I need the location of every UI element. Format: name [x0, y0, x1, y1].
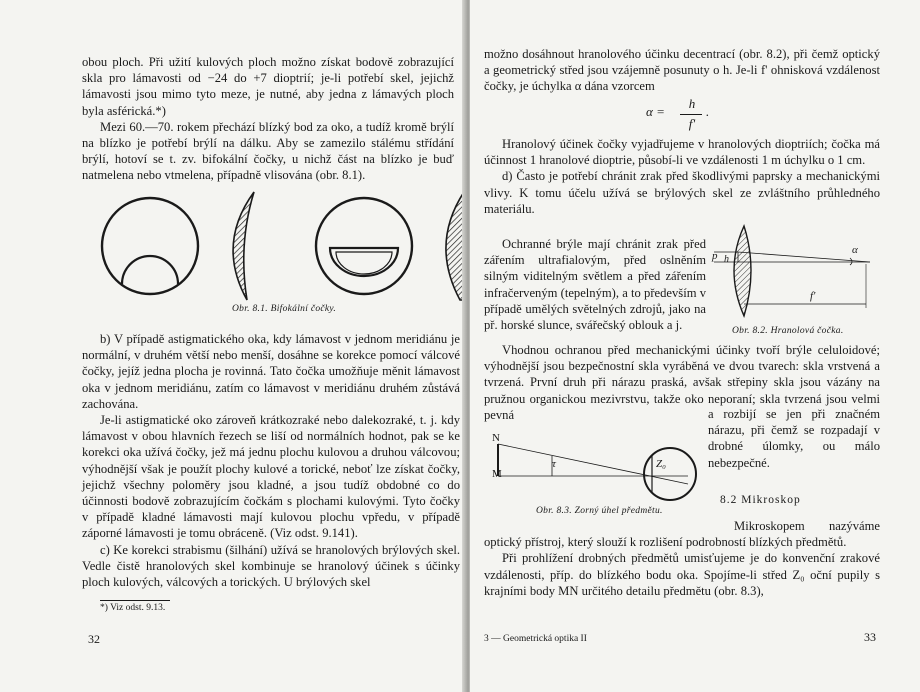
- refracted-ray: [738, 252, 870, 262]
- figure-8-3-caption: Obr. 8.3. Zorný úhel předmětu.: [536, 506, 663, 516]
- left-paragraph-5: c) Ke korekci strabismu (šilhání) užívá se hranolových brýlových skel. Vedle čistě hranolových skel kombinuje se hranolový účinek s účinky ploch kulových, válcových a torických. U brýlových skel: [82, 542, 460, 590]
- right-text-end: [484, 518, 880, 599]
- page-number-left: 32: [88, 632, 100, 646]
- left-paragraph-3: b) V případě astigmatického oka, kdy lámavost v jednom meridiánu je normální, v druhém větší nebo menší, dosáhne se korekce pomocí válcové čočky, jejíž jedna plocha je rovinná. Tato čočka umožňuje měnit lámavost oka v jednom meridiánu, zatím co lámavost v meridiánu druhém zůstává zachována.: [82, 332, 460, 411]
- right-paragraph-4: Ochranné brýle mají chránit zrak před zářením ultrafialovým, před oslněním silným viditelným světlem a před zářením infračerveným (tepelným), a to především v případě umělých světelných zdrojů, jako na př. horské slunce, svářečský oblouk a j.: [484, 237, 706, 333]
- fig2-label-f: f': [810, 290, 816, 302]
- section-heading-microscope: 8.2 Mikroskop: [720, 494, 801, 506]
- right-paragraph-8: Při prohlížení drobných předmětů umisťujeme je do konvenční zrakové vzdálenosti, příp. do blízkého bodu oka. Spojíme-li střed Z₀ oční pupily s krajními body MN určitého detailu předmětu (obr. 8.3),: [484, 551, 880, 598]
- right-paragraph-7: Mikroskopem nazýváme optický přístroj, který slouží k rozlišení podrobností blízkých předmětů.: [484, 519, 880, 550]
- figure-8-1-caption: Obr. 8.1. Bifokální čočky.: [232, 304, 337, 314]
- fig3-label-tau: τ: [552, 458, 556, 470]
- formula-end: .: [706, 104, 710, 119]
- right-text-wrap-2: [708, 406, 880, 471]
- formula-numerator: h: [688, 96, 696, 111]
- left-text-top: [82, 54, 454, 184]
- fig3-label-m: M: [492, 468, 502, 480]
- left-text-bottom: [82, 331, 460, 590]
- figure-8-2-caption: Obr. 8.2. Hranolová čočka.: [732, 326, 844, 336]
- footnote-rule: [100, 600, 170, 601]
- right-page: [470, 0, 920, 692]
- bifocal-lens-front-1: [102, 198, 198, 294]
- page-number-right: 33: [864, 630, 876, 644]
- fig3-label-z0: Z₀: [656, 458, 666, 470]
- figure-8-1-bifocal-lenses: [92, 186, 468, 316]
- prism-lens-shape: [734, 226, 751, 316]
- right-paragraph-6: a rozbijí se jen při značném nárazu, při čemž se rozpadají v drobné úlomky, ou málo nebezpečné.: [708, 407, 880, 470]
- left-paragraph-4: Je-li astigmatické oko zároveň krátkozraké nebo dalekozraké, t. j. kdy lámavost v obou hlavních řezech se liší od normálních hodnot, pak se ke korekci oka užívá čočky, jež má jednu plochu kulovou a druhou válcovou; výhodnější však je použít plochy kulové a torické, neboť lze získat čočky, jejichž všechny poloměry jsou kladné, a jsou tudíž obdobné co do účinnosti bodově zobrazujícím čočkám s plochami kulovými. Tyto čočky v případě kladné lámavosti mají kulovou plochu vpředu, v případě záporné lámavosti je tomu obráceně. (Viz odst. 9.141).: [82, 413, 460, 541]
- left-paragraph-1: obou ploch. Při užití kulových ploch možno získat bodově zobrazující skla pro lámavosti od −24 do +7 dioptrií; je-li potřebí skel, jejichž lámavosti jsou mimo tyto meze, je nutné, aby jedna z lámavých ploch byla asférická.*): [82, 55, 454, 118]
- right-paragraph-3: d) Často je potřebí chránit zrak před škodlivými paprsky a mechanickými vlivy. K tomu účelu užívá se brýlových skel ze zvláštního průhledného materiálu.: [484, 169, 880, 216]
- formula-alpha: [646, 104, 665, 120]
- figure-8-2-prism-lens: [710, 222, 880, 322]
- bifocal-lens-front-2: [316, 198, 412, 294]
- right-text-wrap-1: [484, 236, 706, 333]
- fig2-label-p: p: [712, 250, 718, 262]
- bifocal-lens-side-1: [233, 192, 254, 300]
- fig3-label-n: N: [492, 432, 500, 444]
- left-paragraph-2: Mezi 60.—70. rokem přechází blízký bod za oko, a tudíž kromě brýlí na blízko je potřebí brýlí na dálku. Aby se zamezilo stálému střídání brýlí, hotoví se t. zv. bifokální čočky, u nichž část na blízko je buď natmelena nebo vtmelena, případně vlisována (obr. 8.1).: [82, 119, 454, 183]
- formula-lhs: α =: [646, 104, 665, 119]
- footnote: *) Viz odst. 9.13.: [100, 603, 166, 613]
- right-paragraph-1: možno dosáhnout hranolového účinku decentrací (obr. 8.2), při čemž optický a geometrický střed jsou vzájemně posunuty o h. Je-li f' ohnisková vzdálenost čočky, je úchylka α dána vzorcem: [484, 47, 880, 94]
- formula-denominator: f': [688, 116, 696, 131]
- running-footer: 3 — Geometrická optika II: [484, 634, 587, 644]
- bifocal-segment-1: [122, 256, 178, 284]
- right-paragraph-2: Hranolový účinek čočky vyjadřujeme v hranolových dioptriích; čočka má účinnost 1 hranolové dioptrie, působí-li ve vzdálenosti 1 m úchylku o 1 cm.: [484, 137, 880, 168]
- fig2-label-alpha: α: [852, 244, 858, 256]
- right-text-top: [484, 46, 880, 95]
- formula-fraction-bar: [680, 114, 702, 115]
- fig2-label-h: h: [724, 254, 729, 265]
- right-text-mid: [484, 136, 880, 217]
- right-paragraph-5: Vhodnou ochranou před mechanickými účinky tvoří brýle celuloidové; výhodnější jsou bezpečnostní skla vyráběná ve dvou tvarech: skla vrstvená a tvrzená. První druh při nárazu praská, avšak střepiny skla jsou vázány na pružnou organickou mezivrstvu, takže oko neporaní; skla tvrzená jsou velmi pevná: [484, 343, 880, 422]
